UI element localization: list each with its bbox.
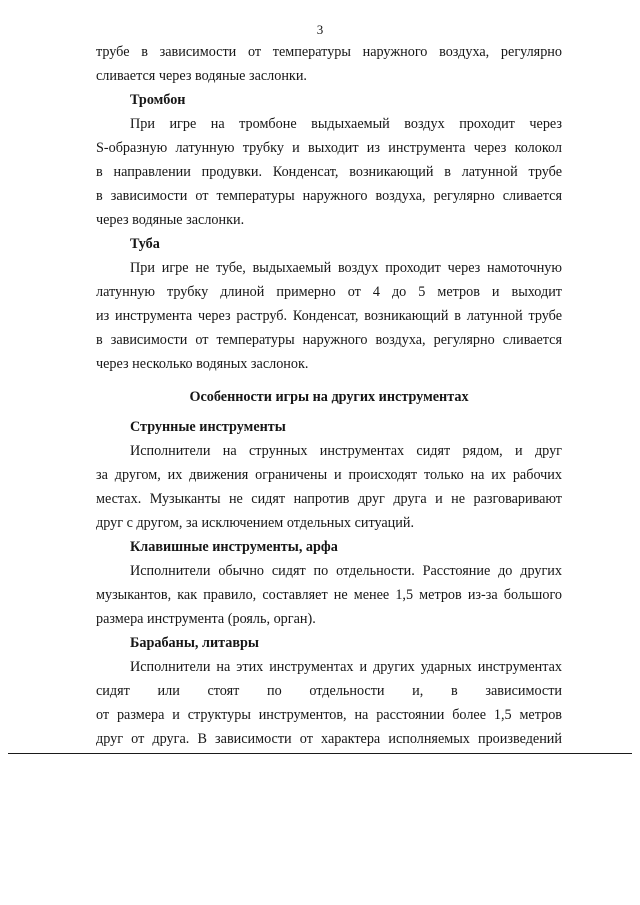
text-line: сидят или стоят по отдельности и, в зависимости xyxy=(96,683,562,699)
text-line: через несколько водяных заслонок. xyxy=(96,356,309,372)
heading-line: Клавишные инструменты, арфа xyxy=(130,539,338,555)
text-line: Исполнители обычно сидят по отдельности. Расстояние до других xyxy=(130,563,562,579)
text-line: При игре не тубе, выдыхаемый воздух проходит через намоточную xyxy=(130,260,562,276)
text-line: в направлении продувки. Конденсат, возникающий в латунной трубе xyxy=(96,164,562,180)
text-line: Исполнители на этих инструментах и других ударных инструментах xyxy=(130,659,562,675)
text-line: сливается через водяные заслонки. xyxy=(96,68,307,84)
heading-line: Особенности игры на других инструментах xyxy=(189,389,469,405)
text-line: размера инструмента (рояль, орган). xyxy=(96,611,316,627)
heading-line: Барабаны, литавры xyxy=(130,635,259,651)
text-line: местах. Музыканты не сидят напротив друг друга и не разговаривают xyxy=(96,491,562,507)
text-line: латунную трубку длиной примерно от 4 до 5 метров и выходит xyxy=(96,284,562,300)
heading-line: Тромбон xyxy=(130,92,186,108)
text-line: в зависимости от температуры наружного воздуха, регулярно сливается xyxy=(96,332,562,348)
text-line: в зависимости от температуры наружного воздуха, регулярно сливается xyxy=(96,188,562,204)
text-line: музыкантов, как правило, составляет не менее 1,5 метров из-за большого xyxy=(96,587,562,603)
text-line: При игре на тромбоне выдыхаемый воздух проходит через xyxy=(130,116,562,132)
text-line: друг с другом, за исключением отдельных ситуаций. xyxy=(96,515,414,531)
page-bottom-rule xyxy=(8,753,632,754)
heading-line: Струнные инструменты xyxy=(130,419,286,435)
text-line: за другом, их движения ограничены и происходят только на их рабочих xyxy=(96,467,562,483)
text-line: от размера и структуры инструментов, на расстоянии более 1,5 метров xyxy=(96,707,562,723)
text-line: через водяные заслонки. xyxy=(96,212,245,228)
text-line: S-образную латунную трубку и выходит из инструмента через колокол xyxy=(96,140,562,156)
text-line: трубе в зависимости от температуры наружного воздуха, регулярно xyxy=(96,44,562,60)
text-line: Исполнители на струнных инструментах сидят рядом, и друг xyxy=(130,443,562,459)
text-line: из инструмента через раструб. Конденсат, возникающий в латунной трубе xyxy=(96,308,562,324)
page-number: 3 xyxy=(316,22,324,37)
heading-line: Туба xyxy=(130,236,160,252)
text-line: друг от друга. В зависимости от характера исполняемых произведений xyxy=(96,731,562,747)
